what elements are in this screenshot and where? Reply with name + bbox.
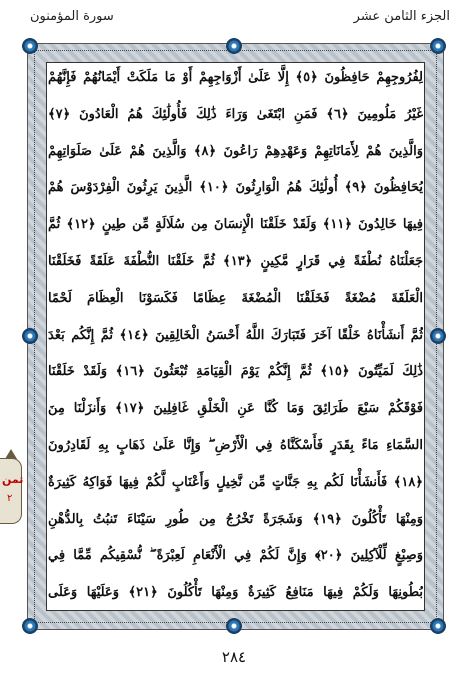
page-header bbox=[0, 0, 468, 38]
text-line: غَيْرُ مَلُومِينَ ﴿٦﴾ فَمَنِ ابْتَغَىٰ وَرَاءَ ذَٰلِكَ فَأُولَٰئِكَ هُمُ الْعَادُونَ ﴿٧﴾ bbox=[48, 106, 423, 122]
marker-label: ثمن bbox=[2, 473, 24, 486]
frame-ornament-icon bbox=[226, 38, 242, 54]
frame-ornament-icon bbox=[226, 618, 242, 634]
quran-text-block bbox=[48, 60, 423, 613]
text-line: الْعَلَقَةَ مُضْغَةً فَخَلَقْنَا الْمُضْغَةَ عِظَامًا فَكَسَوْنَا الْعِظَامَ لَحْمًا bbox=[48, 290, 423, 306]
text-line: ذَٰلِكَ لَمَيِّتُونَ ﴿١٥﴾ ثُمَّ إِنَّكُمْ يَوْمَ الْقِيَامَةِ تُبْعَثُونَ ﴿١٦﴾ وَلَقَدْ خَلَقْنَا bbox=[48, 364, 423, 380]
marker-arrow-icon bbox=[5, 449, 17, 459]
frame-ornament-icon bbox=[22, 328, 38, 344]
page-number: ٢٨٤ bbox=[221, 648, 247, 666]
text-line: لِفُرُوجِهِمْ حَافِظُونَ ﴿٥﴾ إِلَّا عَلَىٰ أَزْوَاجِهِمْ أَوْ مَا مَلَكَتْ أَيْمَانُهُمْ فَإِنَّهُمْ bbox=[48, 70, 423, 85]
marker-number: ٢ bbox=[7, 493, 13, 504]
text-line: وَمِنْهَا تَأْكُلُونَ ﴿١٩﴾ وَشَجَرَةً تَخْرُجُ مِن طُورِ سَيْنَاءَ تَنبُتُ بِالدُّهْنِ bbox=[48, 511, 423, 527]
text-line: يُحَافِظُونَ ﴿٩﴾ أُولَٰئِكَ هُمُ الْوَارِثُونَ ﴿١٠﴾ الَّذِينَ يَرِثُونَ الْفِرْدَوْسَ هُمْ bbox=[48, 180, 423, 196]
text-line: فِيهَا خَالِدُونَ ﴿١١﴾ وَلَقَدْ خَلَقْنَا الْإِنسَانَ مِن سُلَالَةٍ مِّن طِينٍ ﴿١٢﴾ ثُمَّ bbox=[48, 217, 423, 233]
hizb-quarter-marker bbox=[0, 458, 22, 524]
text-line: السَّمَاءِ مَاءً بِقَدَرٍ فَأَسْكَنَّاهُ فِي الْأَرْضِ ۖ وَإِنَّا عَلَىٰ ذَهَابٍ بِهِ لَقَادِرُونَ bbox=[48, 437, 423, 453]
frame-ornament-icon bbox=[22, 38, 38, 54]
frame-ornament-icon bbox=[430, 618, 446, 634]
text-line: ﴿١٨﴾ فَأَنشَأْنَا لَكُم بِهِ جَنَّاتٍ مِّن نَّخِيلٍ وَأَعْنَابٍ لَّكُمْ فِيهَا فَوَاكِهُ كَثِيرَةٌ bbox=[48, 474, 423, 490]
text-line: وَالَّذِينَ هُمْ لِأَمَانَاتِهِمْ وَعَهْدِهِمْ رَاعُونَ ﴿٨﴾ وَالَّذِينَ هُمْ عَلَىٰ صَلَوَاتِهِمْ bbox=[48, 143, 423, 159]
text-line: وَصِبْغٍ لِّلْآكِلِينَ ﴿٢٠﴾ وَإِنَّ لَكُمْ فِي الْأَنْعَامِ لَعِبْرَةً ۖ نُّسْقِيكُم مِّمَّا فِي bbox=[48, 548, 423, 564]
text-line: جَعَلْنَاهُ نُطْفَةً فِي قَرَارٍ مَّكِينٍ ﴿١٣﴾ ثُمَّ خَلَقْنَا النُّطْفَةَ عَلَقَةً فَخَلَقْنَا bbox=[48, 253, 423, 269]
frame-ornament-icon bbox=[430, 38, 446, 54]
text-line: بُطُونِهَا وَلَكُمْ فِيهَا مَنَافِعُ كَثِيرَةٌ وَمِنْهَا تَأْكُلُونَ ﴿٢١﴾ وَعَلَيْهَا وَعَلَى bbox=[48, 585, 423, 601]
surah-title: سورة المؤمنون bbox=[30, 9, 114, 24]
juz-title: الجزء الثامن عشر bbox=[353, 9, 450, 24]
text-line: ثُمَّ أَنشَأْنَاهُ خَلْقًا آخَرَ فَتَبَارَكَ اللَّهُ أَحْسَنُ الْخَالِقِينَ ﴿١٤﴾ ثُمَّ إِنَّكُم بَعْدَ bbox=[48, 327, 423, 343]
frame-ornament-icon bbox=[22, 618, 38, 634]
frame-ornament-icon bbox=[430, 328, 446, 344]
text-line: فَوْقَكُمْ سَبْعَ طَرَائِقَ وَمَا كُنَّا عَنِ الْخَلْقِ غَافِلِينَ ﴿١٧﴾ وَأَنزَلْنَا مِنَ bbox=[48, 401, 423, 417]
